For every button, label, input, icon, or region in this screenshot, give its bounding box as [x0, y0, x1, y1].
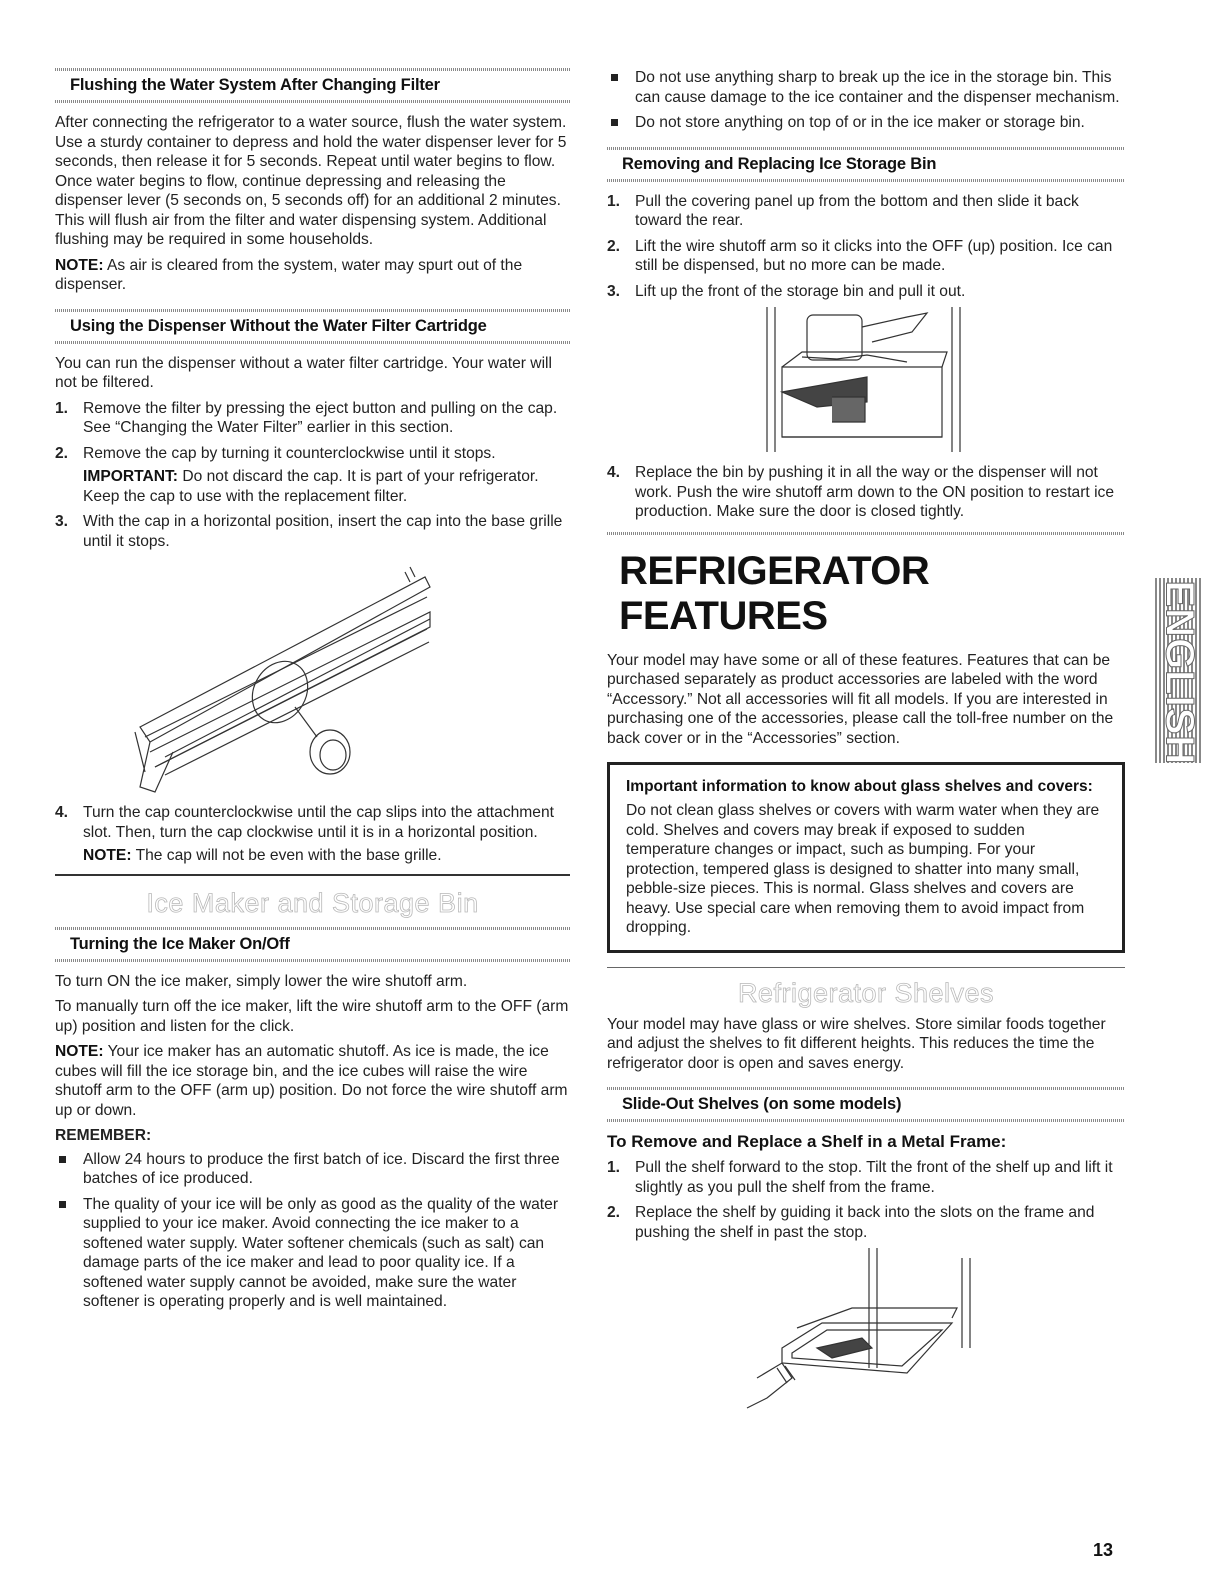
- section-header-dispenser: [55, 309, 570, 344]
- heading-turning: Turning the Ice Maker On/Off: [70, 934, 290, 953]
- dispenser-steps: [55, 399, 570, 552]
- section-header-slideout: [607, 1087, 1125, 1122]
- shelf-illustration: [607, 1248, 1125, 1418]
- bin-steps-cont: [607, 463, 1125, 522]
- warning-title: Important information to know about glass shelves and covers:: [626, 778, 1093, 795]
- list-item: 2. Replace the shelf by guiding it back into the slots on the frame and pushing the shelf in past the stop.: [607, 1204, 1095, 1241]
- list-item: 1. Remove the filter by pressing the eject button and pulling on the cap. See “Changing the Water Filter” earlier in this section.: [55, 399, 558, 436]
- bin-steps: [607, 192, 1125, 302]
- list-item: Do not store anything on top of or in the ice maker or storage bin.: [607, 113, 1125, 133]
- divider: [607, 967, 1125, 968]
- remember-label: REMEMBER:: [55, 1127, 152, 1144]
- language-side-tab: [1155, 578, 1203, 766]
- page-number: 13: [1093, 1540, 1114, 1560]
- page-title: REFRIGERATOR FEATURES: [619, 548, 930, 638]
- paragraph-turn-on: To turn ON the ice maker, simply lower the wire shutoff arm.: [55, 972, 468, 990]
- bullet-square-icon: [59, 1201, 66, 1208]
- paragraph-turn-off: To manually turn off the ice maker, lift the wire shutoff arm to the OFF (arm up) position and listen for the click.: [55, 998, 569, 1035]
- list-item: 1. Pull the shelf forward to the stop. Tilt the front of the shelf up and lift it slightly as you pull the shelf from the frame.: [607, 1159, 1113, 1196]
- section-title-ice-maker: Ice Maker and Storage Bin: [146, 887, 479, 918]
- paragraph-shelves: Your model may have glass or wire shelves. Store similar foods together and adjust the shelves to fit different heights. This reduces the time the refrigerator door is open and saves energy.: [607, 1015, 1106, 1072]
- heading-removing-bin: Removing and Replacing Ice Storage Bin: [622, 154, 937, 173]
- section-title-shelves: Refrigerator Shelves: [737, 977, 995, 1008]
- important-note: IMPORTANT: Do not discard the cap. It is part of your refrigerator. Keep the cap to use with the replacement filter.: [83, 468, 539, 505]
- list-item: Allow 24 hours to produce the first batch of ice. Discard the first three batches of ice produced.: [55, 1150, 570, 1189]
- bullet-square-icon: [611, 74, 618, 81]
- list-item: 2. Lift the wire shutoff arm so it clicks into the OFF (up) position. Ice can still be dispensed, but no more can be made.: [607, 237, 1113, 274]
- heading-slideout: Slide-Out Shelves (on some models): [622, 1095, 902, 1113]
- bullet-square-icon: [611, 119, 618, 126]
- divider: [607, 532, 1125, 535]
- section-header-removing-bin: [607, 147, 1125, 182]
- list-item: Do not use anything sharp to break up the ice in the storage bin. This can cause damage to the ice container and the dispenser mechanism.: [607, 68, 1125, 107]
- heading-remove-shelf: To Remove and Replace a Shelf in a Metal Frame:: [607, 1132, 1007, 1151]
- glass-shelves-warning-box: [607, 762, 1125, 953]
- note-shutoff: NOTE: Your ice maker has an automatic shutoff. As ice is made, the ice cubes will fill the ice storage bin, and the ice cubes will raise the wire shutoff arm to the OFF (arm up) position. Do not force the wire shutoff arm up or down.: [55, 1043, 568, 1119]
- paragraph-features: Your model may have some or all of these features. Features that can be purchased separately as product accessories are labeled with the word “Accessory.” Not all accessories will fit all models. If you are interested in purchasing one of the accessories, please call the toll-free number on the back cover or in the “Accessories” section.: [607, 651, 1114, 747]
- shelf-steps: [607, 1158, 1125, 1242]
- heading-dispenser: Using the Dispenser Without the Water Filter Cartridge: [70, 316, 487, 335]
- note-cap: NOTE: The cap will not be even with the base grille.: [83, 847, 442, 864]
- dispenser-steps-cont: [55, 803, 570, 866]
- note-flushing: [55, 256, 570, 295]
- warning-text: Do not clean glass shelves or covers with warm water when they are cold. Shelves and covers may break if exposed to sudden temperature changes or impact, such as bumping. For your protection, tempered glass is designed to shatter into many small, pebble-size pieces. This is normal. Glass shelves and covers are heavy. Use special care when removing them to avoid impact from dropping.: [626, 802, 1100, 936]
- ice-bin-illustration: [607, 307, 1125, 457]
- list-item: 2. Remove the cap by turning it counterclockwise until it stops. IMPORTANT: Do not discard the cap. It is part of your refrigerator. Keep the cap to use with the replacement filter.: [55, 444, 570, 507]
- bullet-square-icon: [59, 1156, 66, 1163]
- list-item: 3. Lift up the front of the storage bin and pull it out.: [607, 282, 966, 300]
- list-item: The quality of your ice will be only as good as the quality of the water supplied to your ice maker. Avoid connecting the ice maker to a softened water supply. Water softener chemicals (such as salt) can damage parts of the ice maker and lead to poor quality ice. If a softened water supply cannot be avoided, make sure the water softener is operating properly and is well maintained.: [55, 1195, 570, 1312]
- list-item: 1. Pull the covering panel up from the bottom and then slide it back toward the rear.: [607, 192, 1079, 229]
- ice-bullets: [607, 68, 1125, 133]
- cap-insert-illustration: [55, 557, 570, 797]
- side-tab-label: ENGLISH: [1157, 580, 1202, 766]
- list-item: 3. With the cap in a horizontal position, insert the cap into the base grille until it stops.: [55, 513, 563, 550]
- note-label: NOTE:: [55, 256, 104, 274]
- divider: [55, 874, 570, 876]
- section-header-turning: [55, 927, 570, 962]
- note-text: As air is cleared from the system, water may spurt out of the dispenser.: [55, 256, 523, 293]
- paragraph-dispenser: You can run the dispenser without a water filter cartridge. Your water will not be filtered.: [55, 354, 552, 391]
- section-header-flushing: [55, 68, 570, 103]
- list-item: 4. Replace the bin by pushing it in all the way or the dispenser will not work. Push the wire shutoff arm down to the ON position to restart ice production. Make sure the door is closed tightly.: [607, 464, 1115, 520]
- left-column: [55, 60, 570, 1318]
- paragraph-flushing: After connecting the refrigerator to a water source, flush the water system. Use a sturdy container to depress and hold the water dispenser lever for 5 seconds, then release it for 5 seconds. Repeat until water begins to flow. Once water begins to flow, continue depressing and releasing the dispenser lever (5 seconds on, 5 seconds off) for an additional 2 minutes. This will flush air from the filter and water dispensing system. Additional flushing may be required in some households.: [55, 114, 567, 248]
- right-column: [607, 60, 1125, 1424]
- remember-bullets: [55, 1150, 570, 1312]
- list-item: 4. Turn the cap counterclockwise until the cap slips into the attachment slot. Then, turn the cap clockwise until it is in a horizontal position. NOTE: The cap will not be even with the base grille.: [55, 803, 570, 866]
- heading-flushing: Flushing the Water System After Changing Filter: [70, 76, 440, 94]
